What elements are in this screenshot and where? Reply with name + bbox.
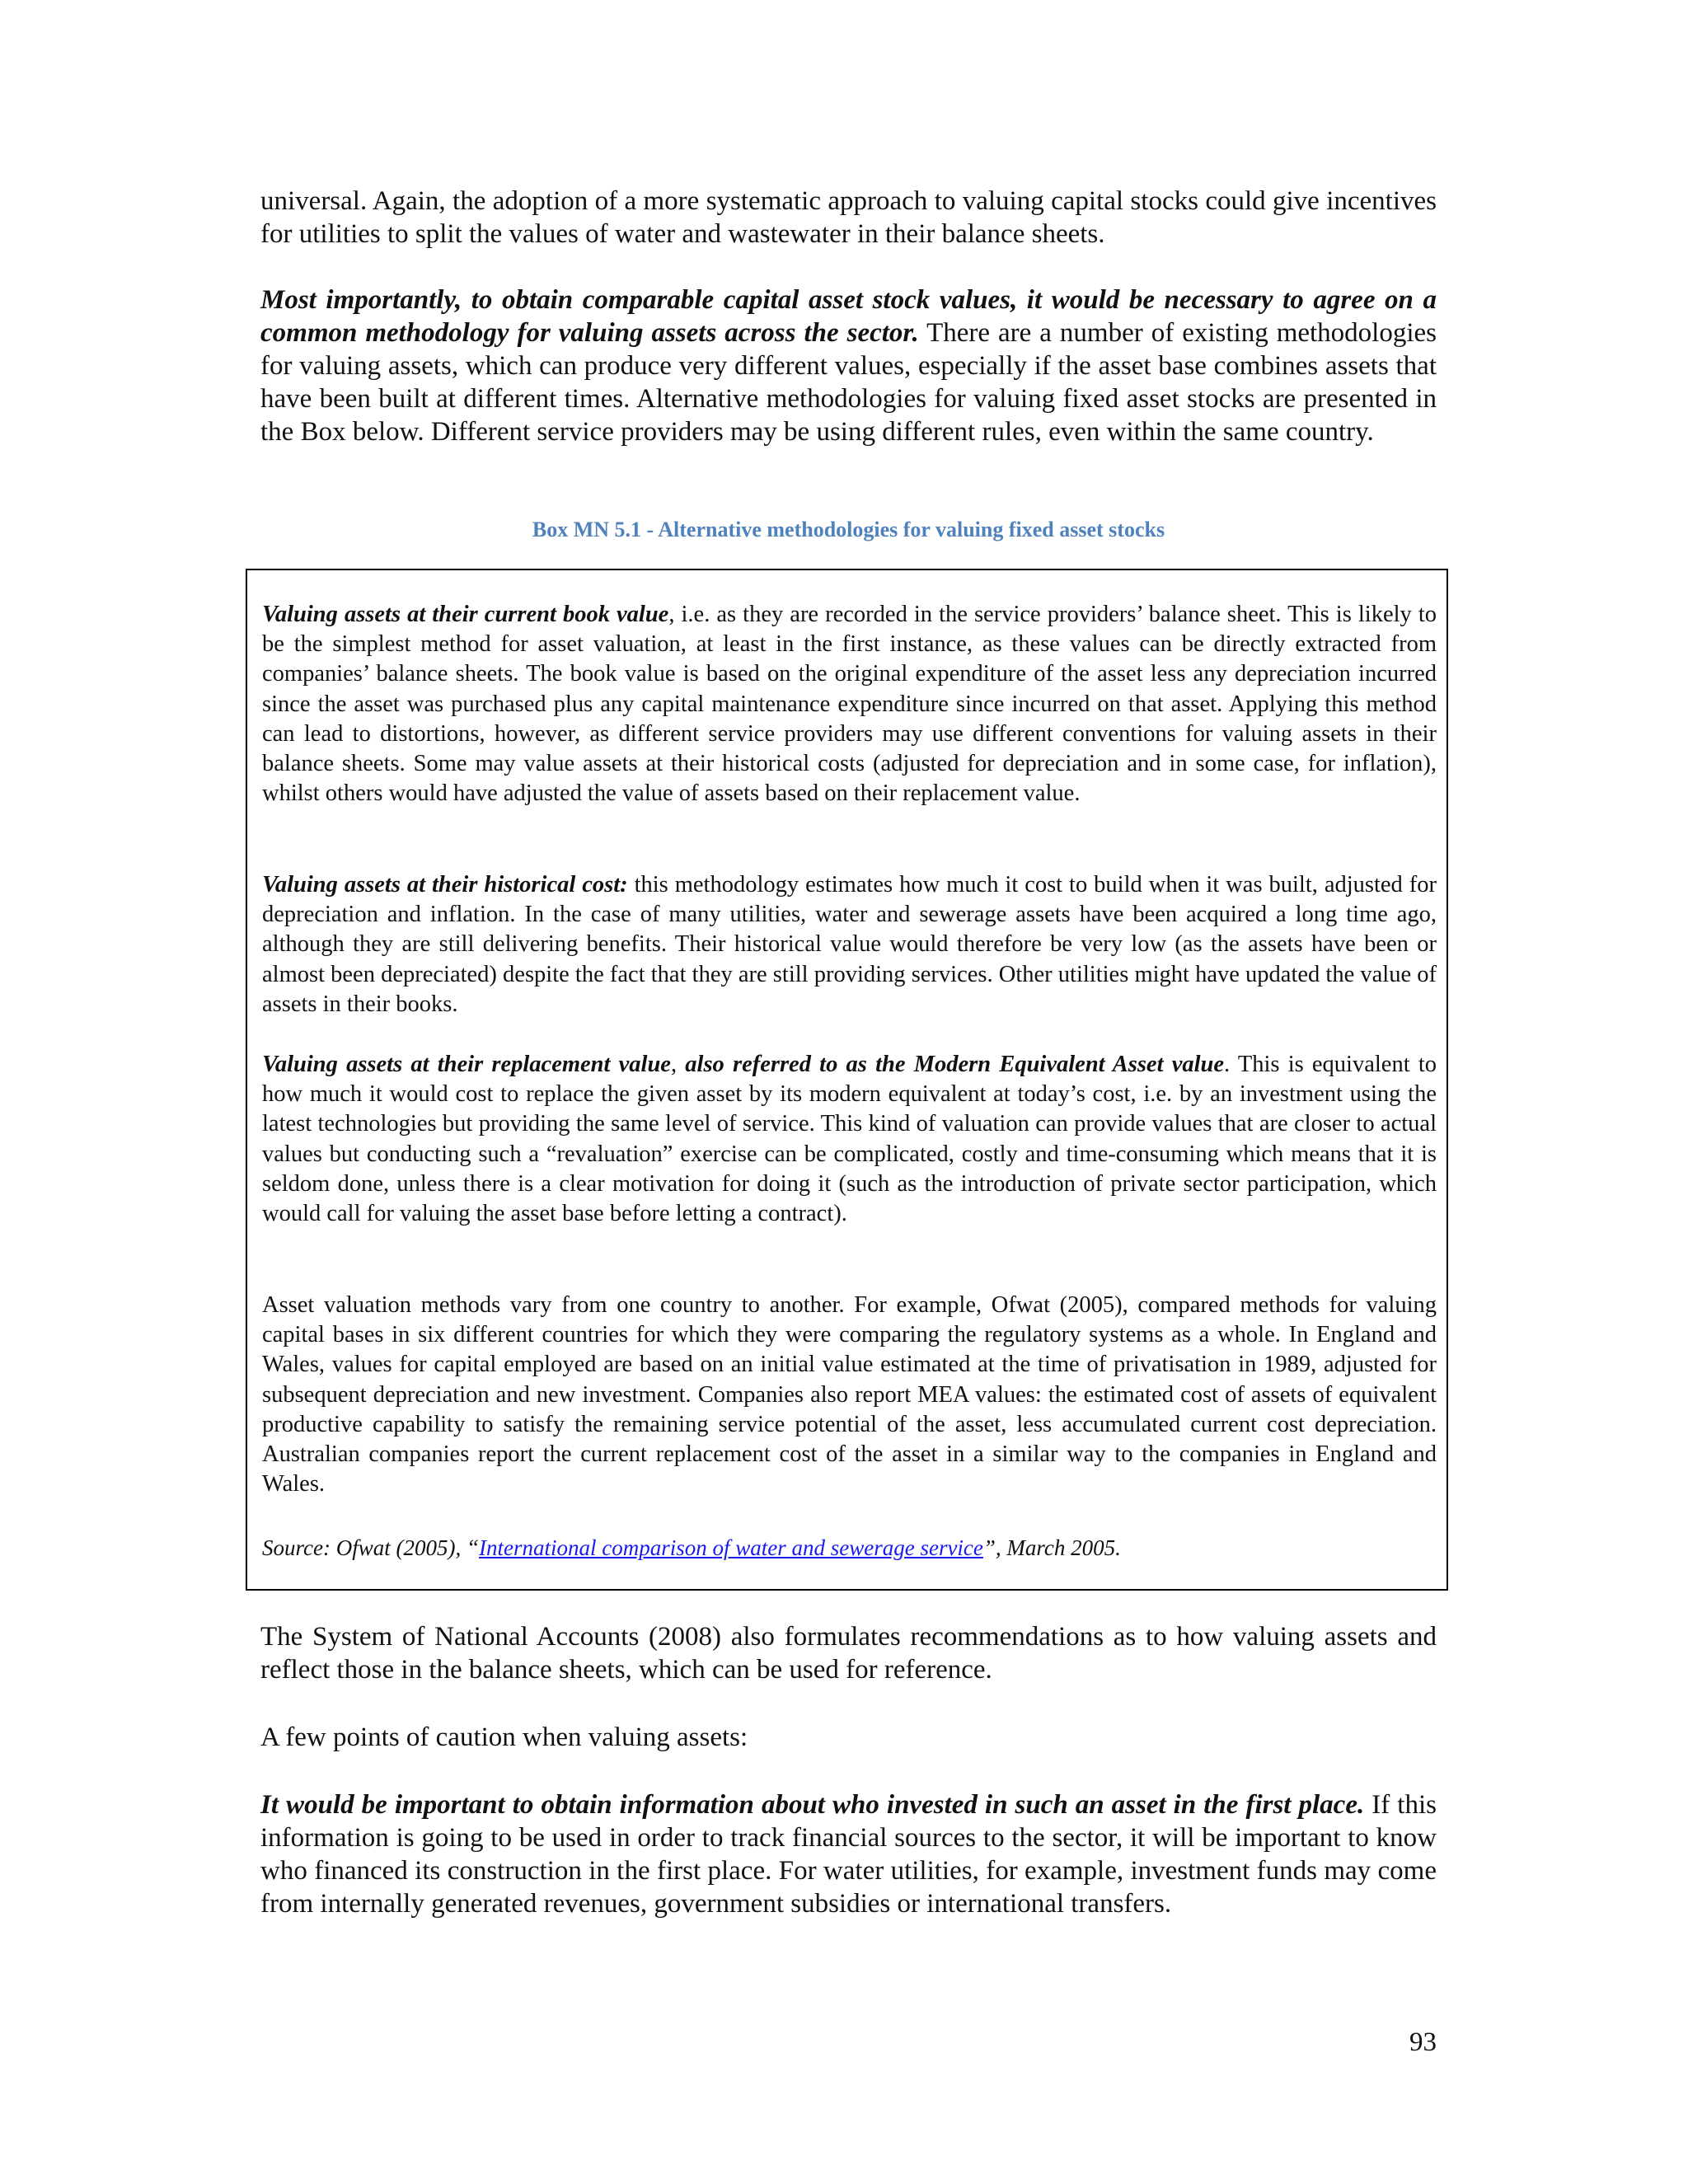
paragraph-text: universal. Again, the adoption of a more systematic approach to valuing capital stocks could give incentives for utilities to split the values of water and wastewater in their balance sheets. — [260, 186, 1437, 249]
source-link[interactable]: International comparison of water and sewerage service — [478, 1535, 983, 1560]
paragraph-text: If this information is going to be used in order to track financial sources to the sector, it will be important to know who financed its construction in the first place. For water utilities, for example, investment funds may come from internally generated revenues, government subsidies or international transfers. — [260, 1790, 1437, 1919]
paragraph-national-accounts — [260, 1620, 1437, 1686]
box-title: Box MN 5.1 - Alternative methodologies for valuing fixed asset stocks — [532, 518, 1165, 541]
box-paragraph-replacement-value — [262, 1050, 1437, 1229]
paragraph-text: The System of National Accounts (2008) also formulates recommendations as to how valuing assets and reflect those in the balance sheets, which can be used for reference. — [260, 1622, 1437, 1685]
box-emphasis: Valuing assets at their historical cost: — [262, 872, 628, 898]
box-text: , i.e. as they are recorded in the service providers’ balance sheet. This is likely to be the simplest method for asset valuation, at least in the first instance, as these values can be directly extracted from companies’ balance sheets. The book value is based on the original expenditure of the asset less any depreciation incurred since the asset was purchased plus any capital maintenance expenditure since incurred on that asset. Applying this method can lead to distortions, however, as different service providers may use different conventions for valuing assets in their balance sheets. Some may value assets at their historical costs (adjusted for depreciation and in some case, for inflation), whilst others would have adjusted the value of assets based on their replacement value. — [262, 602, 1437, 807]
paragraph-caution — [260, 1721, 1437, 1754]
box-paragraph-book-value — [262, 600, 1437, 808]
emphasis-text: It would be important to obtain information about who invested in such an asset in the first place. — [260, 1790, 1365, 1820]
box-text: this methodology estimates how much it cost to build when it was built, adjusted for depreciation and inflation. In the case of many utilities, water and sewerage assets have been acquired a long time ago, although they are still delivering benefits. Their historical value would therefore be very low (as the assets have been or almost been depreciated) despite the fact that they are still providing services. Other utilities might have updated the value of assets in their books. — [262, 872, 1437, 1017]
emphasis-text: Most importantly, to obtain comparable capital asset stock values, it would be necessary to agree on a common methodology for valuing assets across the sector. — [260, 285, 1437, 348]
paragraph-text: A few points of caution when valuing assets: — [260, 1722, 748, 1752]
paragraph-common-methodology — [260, 284, 1437, 448]
box-text: Asset valuation methods vary from one country to another. For example, Ofwat (2005), compared methods for valuing capital bases in six different countries for which they were comparing the regulatory systems as a whole. In England and Wales, values for capital employed are based on an initial value estimated at the time of privatisation in 1989, adjusted for subsequent depreciation and new investment. Companies also report MEA values: the estimated cost of assets of equivalent productive capability to satisfy the remaining service potential of the asset, less accumulated current cost depreciation. Australian companies report the current replacement cost of the asset in a similar way to the companies in England and Wales. — [262, 1292, 1437, 1497]
box-text: , — [670, 1052, 686, 1077]
page-number: 93 — [1409, 2027, 1437, 2057]
box-source — [262, 1533, 1437, 1563]
box-paragraph-country-methods — [262, 1291, 1437, 1499]
box-paragraph-historical-cost — [262, 870, 1437, 1019]
box-emphasis: Valuing assets at their current book value — [262, 602, 669, 627]
source-prefix: Source: Ofwat (2005), “ — [262, 1535, 479, 1560]
source-suffix: ”, March 2005. — [982, 1535, 1121, 1560]
paragraph-who-invested — [260, 1788, 1437, 1920]
box-emphasis: Valuing assets at their replacement value — [262, 1052, 671, 1077]
box-emphasis: also referred to as the Modern Equivalent Asset value — [685, 1052, 1225, 1077]
paragraph-text: There are a number of existing methodologies for valuing assets, which can produce very different values, especially if the asset base combines assets that have been built at different times. Alternative methodologies for valuing fixed asset stocks are presented in the Box below. Different service providers may be using different rules, even within the same country. — [260, 318, 1437, 447]
box-text: . This is equivalent to how much it would cost to replace the given asset by its modern equivalent at today’s cost, i.e. by an investment using the latest technologies but providing the same level of service. This kind of valuation can provide values that are closer to actual values but conducting such a “revaluation” exercise can be complicated, costly and time-consuming which means that it is seldom done, unless there is a clear motivation for doing it (such as the introduction of private sector participation, which would call for valuing the asset base before letting a contract). — [262, 1052, 1437, 1227]
paragraph-universal — [260, 185, 1437, 251]
methodologies-box — [246, 569, 1448, 1591]
